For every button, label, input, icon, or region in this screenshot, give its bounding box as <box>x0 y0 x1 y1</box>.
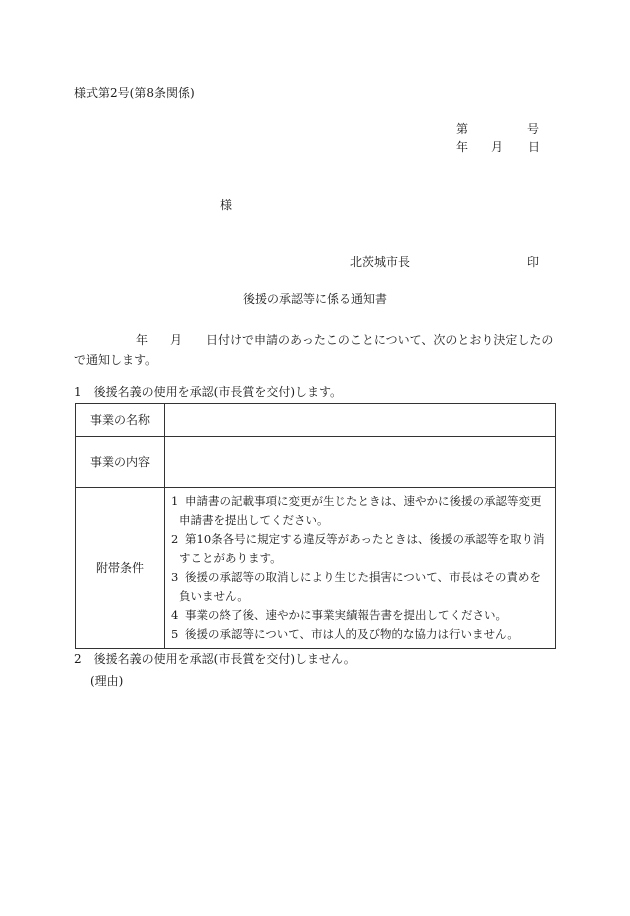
section-1-heading: 1 後援名義の使用を承認(市長賞を交付)します。 <box>74 385 343 399</box>
body-text-line2: で通知します。 <box>74 353 158 367</box>
event-content-label: 事業の内容 <box>76 437 165 488</box>
number-prefix: 第 <box>456 122 469 136</box>
condition-text: 後援の承認等について、市は人的及び物的な協力は行いません。 <box>185 627 519 641</box>
condition-text-continued: すことがあります。 <box>179 551 282 565</box>
condition-text: 事業の終了後、速やかに事業実績報告書を提出してください。 <box>185 608 507 622</box>
conditions-label: 附帯条件 <box>76 488 165 649</box>
number-suffix: 号 <box>527 122 540 136</box>
condition-item <box>171 625 549 644</box>
condition-number: 3 <box>171 570 179 584</box>
condition-number: 4 <box>171 608 179 622</box>
condition-item <box>171 530 549 568</box>
body-month: 月 <box>170 333 183 347</box>
table-row <box>76 488 556 649</box>
condition-number: 1 <box>171 494 179 508</box>
date-year: 年 <box>456 140 469 154</box>
approval-details-table <box>75 403 556 649</box>
form-number-label: 様式第2号(第8条関係) <box>74 86 195 100</box>
addressee-honorific: 様 <box>220 198 233 212</box>
section-2-heading: 2 後援名義の使用を承認(市長賞を交付)しません。 <box>74 652 356 666</box>
date-month: 月 <box>491 140 504 154</box>
event-content-value <box>165 437 556 488</box>
table-row <box>76 437 556 488</box>
body-text-line1: 日付けで申請のあったこのことについて、次のとおり決定したの <box>206 333 554 347</box>
issuer-name: 北茨城市長 <box>350 255 411 269</box>
seal-mark: 印 <box>527 255 540 269</box>
document-title: 後援の承認等に係る通知書 <box>243 292 388 306</box>
event-name-label: 事業の名称 <box>76 404 165 437</box>
condition-item <box>171 568 549 606</box>
table-row <box>76 404 556 437</box>
condition-number: 2 <box>171 532 179 546</box>
body-year: 年 <box>136 333 149 347</box>
condition-text: 申請書の記載事項に変更が生じたときは、速やかに後援の承認等変更 <box>185 494 542 508</box>
reason-label: (理由) <box>90 674 124 688</box>
condition-text: 後援の承認等の取消しにより生じた損害について、市長はその責めを <box>185 570 542 584</box>
notice-body <box>74 330 556 370</box>
conditions-list <box>165 489 555 647</box>
condition-item <box>171 606 549 625</box>
date-day: 日 <box>528 140 541 154</box>
condition-text-continued: 負いません。 <box>179 589 249 603</box>
condition-item <box>171 492 549 530</box>
condition-text: 第10条各号に規定する違反等があったときは、後援の承認等を取り消 <box>185 532 545 546</box>
condition-text-continued: 申請書を提出してください。 <box>179 513 329 527</box>
conditions-cell <box>165 488 556 649</box>
condition-number: 5 <box>171 627 179 641</box>
event-name-value <box>165 404 556 437</box>
